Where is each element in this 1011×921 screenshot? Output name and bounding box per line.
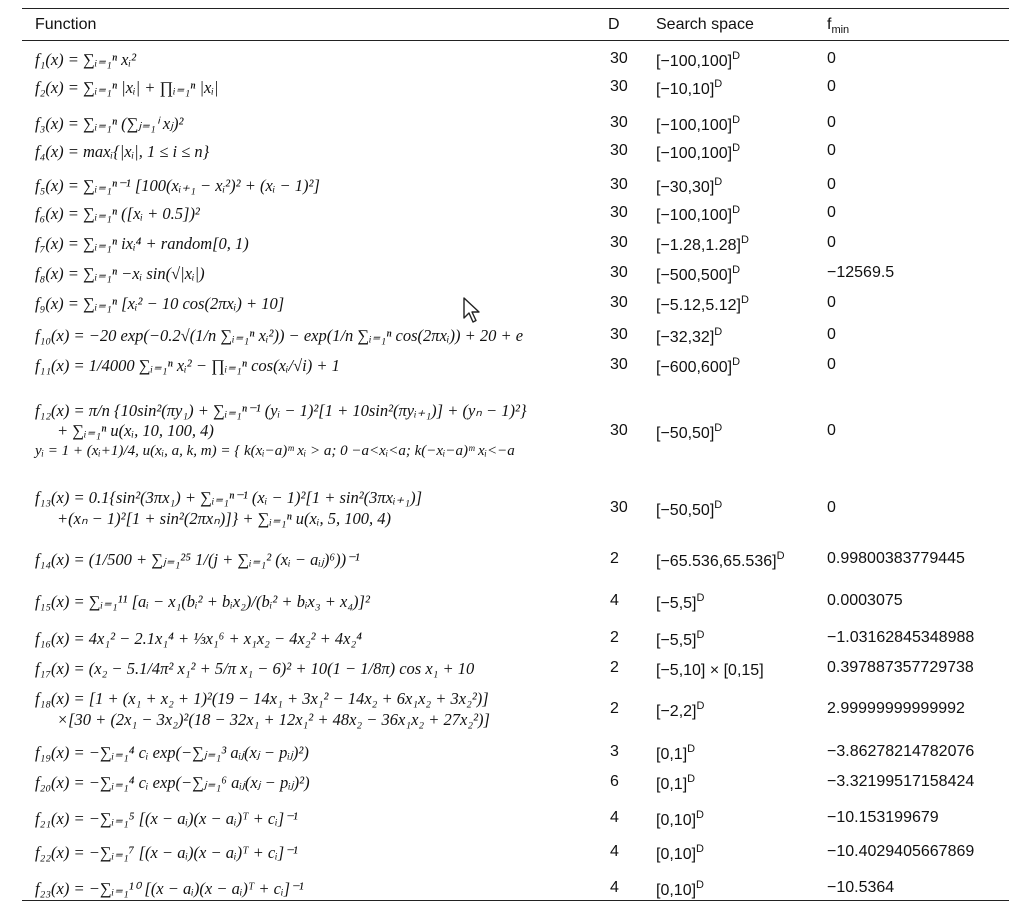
fmin-cell: 0: [827, 176, 836, 193]
search-space-dim-sup: D: [687, 743, 696, 755]
search-space-cell: [656, 743, 695, 764]
function-formula: [35, 264, 205, 285]
search-space-cell: [656, 78, 722, 99]
header-fmin: [827, 16, 849, 36]
table-row: [22, 770, 1009, 796]
formula-line: f₆(x) = ∑ᵢ₌₁ⁿ ([xᵢ + 0.5])²: [35, 203, 200, 223]
table-row: [22, 76, 1009, 100]
search-space-dim-sup: D: [732, 50, 741, 62]
search-space-range: [−5.12,5.12]: [656, 297, 741, 314]
header-function: Function: [35, 16, 97, 33]
formula-line: f₂(x) = ∑ᵢ₌₁ⁿ |xᵢ| + ∏ᵢ₌₁ⁿ |xᵢ|: [35, 77, 219, 97]
search-space-dim-sup: D: [732, 114, 741, 126]
search-space-range: [−1.28,1.28]: [656, 237, 741, 254]
search-space-dim-sup: D: [696, 629, 705, 641]
table-row: [22, 384, 1009, 480]
search-space-cell: [656, 499, 722, 520]
formula-line: f₂₀(x) = −∑ᵢ₌₁⁴ cᵢ exp(−∑ⱼ₌₁⁶ aᵢⱼ(xⱼ − pᵢⱼ)²): [35, 772, 310, 792]
fmin-cell: 0: [827, 499, 836, 516]
search-space-cell: [656, 592, 704, 613]
search-space-cell: [656, 422, 722, 443]
search-space-range: [−32,32]: [656, 329, 715, 346]
fmin-cell: 0: [827, 356, 836, 373]
search-space-cell: [656, 264, 740, 285]
dimension-cell: 4: [610, 809, 619, 826]
search-space-range: [0,1]: [656, 746, 688, 763]
search-space-cell: [656, 294, 749, 315]
table-row: [22, 626, 1009, 652]
search-space-cell: [656, 176, 722, 197]
fmin-cell: −10.153199679: [827, 809, 939, 826]
formula-line: f₁₉(x) = −∑ᵢ₌₁⁴ cᵢ exp(−∑ⱼ₌₁³ aᵢⱼ(xⱼ − pᵢⱼ)²): [35, 742, 309, 762]
search-space-cell: [656, 629, 704, 650]
formula-line-3: yᵢ = 1 + (xᵢ+1)/4, u(xᵢ, a, k, m) = { k(xᵢ−a)ᵐ xᵢ > a; 0 −a<xᵢ<a; k(−xᵢ−a)ᵐ xᵢ<−a: [35, 442, 515, 459]
search-space-dim-sup: D: [732, 264, 741, 276]
search-space-range: [−65.536,65.536]: [656, 553, 777, 570]
search-space-dim-sup: D: [696, 809, 704, 821]
fmin-cell: 0: [827, 50, 836, 67]
formula-line: f₁₂(x) = π/n {10sin²(πy₁) + ∑ᵢ₌₁ⁿ⁻¹ (yᵢ − 1)²[1 + 10sin²(πyᵢ₊₁)] + (yₙ − 1)²}: [35, 400, 527, 420]
dimension-cell: 4: [610, 879, 619, 896]
dimension-cell: 2: [610, 700, 619, 717]
fmin-cell: −3.32199517158424: [827, 773, 975, 790]
table-row: [22, 172, 1009, 200]
search-space-cell: [656, 700, 704, 721]
formula-line: f₁₇(x) = (x₂ − 5.1/4π² x₁² + 5/π x₁ − 6)² + 10(1 − 1/8π) cos x₁ + 10: [35, 658, 475, 678]
search-space-range: [−500,500]: [656, 267, 733, 284]
dimension-cell: 30: [610, 176, 628, 193]
search-space-range: [−5,5]: [656, 632, 697, 649]
search-space-cell: [656, 142, 740, 163]
function-formula: [35, 142, 209, 163]
function-formula: [35, 689, 490, 730]
search-space-range: [−10,10]: [656, 81, 715, 98]
search-space-cell: [656, 659, 764, 680]
table-row: [22, 804, 1009, 834]
formula-line: f₁₃(x) = 0.1{sin²(3πx₁) + ∑ᵢ₌₁ⁿ⁻¹ (xᵢ − 1)²[1 + sin²(3πxᵢ₊₁)]: [35, 488, 422, 507]
formula-line: f₅(x) = ∑ᵢ₌₁ⁿ⁻¹ [100(xᵢ₊₁ − xᵢ²)² + (xᵢ − 1)²]: [35, 175, 320, 195]
dimension-cell: 30: [610, 114, 628, 131]
formula-line: f₂₃(x) = −∑ᵢ₌₁¹⁰ [(x − aᵢ)(x − aᵢ)ᵀ + cᵢ]⁻¹: [35, 878, 304, 898]
search-space-cell: [656, 234, 749, 255]
search-space-dim-sup: D: [732, 204, 741, 216]
function-formula: [35, 488, 422, 529]
search-space-dim-sup: D: [687, 773, 696, 785]
table-row: [22, 740, 1009, 766]
fmin-cell: 0: [827, 204, 836, 221]
formula-line: f₁₈(x) = [1 + (x₁ + x₂ + 1)²(19 − 14x₁ + 3x₁² − 14x₂ + 6x₁x₂ + 3x₂²)]: [35, 689, 489, 708]
dimension-cell: 30: [610, 499, 628, 516]
search-space-cell: [656, 773, 695, 794]
search-space-dim-sup: D: [714, 78, 723, 90]
formula-line-2: + ∑ᵢ₌₁ⁿ u(xᵢ, 10, 100, 4): [57, 421, 214, 441]
function-formula: [35, 50, 136, 71]
search-space-range: [0,10]: [656, 882, 697, 899]
header-fmin-f: f: [827, 16, 832, 33]
table-row: [22, 262, 1009, 286]
dimension-cell: 6: [610, 773, 619, 790]
function-formula: [35, 204, 200, 225]
search-space-dim-sup: D: [696, 879, 704, 891]
dimension-cell: 30: [610, 50, 628, 67]
fmin-cell: 0: [827, 78, 836, 95]
dimension-cell: 2: [610, 629, 619, 646]
function-formula: [35, 401, 527, 461]
search-space-range: [0,10]: [656, 846, 697, 863]
search-space-cell: [656, 843, 704, 864]
table-row: [22, 484, 1009, 534]
formula-line: f₁₅(x) = ∑ᵢ₌₁¹¹ [aᵢ − x₁(bᵢ² + bᵢx₂)/(bᵢ² + bᵢx₃ + x₄)]²: [35, 591, 370, 611]
search-space-range: [−30,30]: [656, 179, 715, 196]
table-row: [22, 540, 1009, 580]
fmin-cell: −3.86278214782076: [827, 743, 975, 760]
fmin-cell: −1.03162845348988: [827, 629, 975, 646]
search-space-range: [−50,50]: [656, 425, 715, 442]
fmin-cell: 0.0003075: [827, 592, 903, 609]
formula-line: f₄(x) = maxᵢ{|xᵢ|, 1 ≤ i ≤ n}: [35, 141, 210, 161]
dimension-cell: 30: [610, 204, 628, 221]
fmin-cell: 2.99999999999992: [827, 700, 965, 717]
search-space-cell: [656, 326, 722, 347]
search-space-dim-sup: D: [776, 550, 785, 562]
search-space-dim-sup: D: [696, 700, 705, 712]
search-space-range: [−100,100]: [656, 117, 733, 134]
search-space-range: [−5,5]: [656, 595, 697, 612]
formula-line: f₁₁(x) = 1/4000 ∑ᵢ₌₁ⁿ xᵢ² − ∏ᵢ₌₁ⁿ cos(xᵢ/√i) + 1: [35, 355, 340, 375]
dimension-cell: 30: [610, 326, 628, 343]
search-space-dim-sup: D: [714, 422, 723, 434]
formula-line: f₁₆(x) = 4x₁² − 2.1x₁⁴ + ⅓x₁⁶ + x₁x₂ − 4x₂² + 4x₂⁴: [35, 628, 362, 648]
search-space-dim-sup: D: [732, 142, 741, 154]
function-formula: [35, 356, 340, 377]
function-formula: [35, 809, 298, 830]
table-row: [22, 48, 1009, 72]
header-fmin-sub: min: [831, 24, 850, 37]
fmin-cell: −12569.5: [827, 264, 895, 281]
formula-line: f₁₄(x) = (1/500 + ∑ⱼ₌₁²⁵ 1/(j + ∑ᵢ₌₁² (xᵢ − aᵢⱼ)⁶))⁻¹: [35, 549, 360, 569]
table-row: [22, 656, 1009, 682]
formula-line: f₁(x) = ∑ᵢ₌₁ⁿ xᵢ²: [35, 49, 137, 69]
dimension-cell: 2: [610, 550, 619, 567]
search-space-range: [−100,100]: [656, 207, 733, 224]
search-space-range: [−50,50]: [656, 502, 715, 519]
search-space-dim-sup: D: [696, 592, 705, 604]
table-row: [22, 292, 1009, 316]
formula-line: f₉(x) = ∑ᵢ₌₁ⁿ [xᵢ² − 10 cos(2πxᵢ) + 10]: [35, 293, 285, 313]
fmin-cell: 0: [827, 422, 836, 439]
search-space-cell: [656, 809, 704, 830]
dimension-cell: 4: [610, 843, 619, 860]
formula-line: f₈(x) = ∑ᵢ₌₁ⁿ −xᵢ sin(√|xᵢ|): [35, 263, 205, 283]
fmin-cell: −10.4029405667869: [827, 843, 975, 860]
search-space-dim-sup: D: [732, 356, 741, 368]
table-header: [22, 8, 1009, 40]
formula-line: f₂₁(x) = −∑ᵢ₌₁⁵ [(x − aᵢ)(x − aᵢ)ᵀ + cᵢ]⁻¹: [35, 808, 298, 828]
dimension-cell: 30: [610, 294, 628, 311]
function-formula: [35, 294, 284, 315]
bottom-rule: [22, 900, 1009, 901]
dimension-cell: 30: [610, 142, 628, 159]
fmin-cell: 0.99800383779445: [827, 550, 965, 567]
formula-line: f₇(x) = ∑ᵢ₌₁ⁿ ixᵢ⁴ + random[0, 1): [35, 233, 249, 253]
search-space-dim-sup: D: [740, 294, 749, 306]
search-space-range: [−5,10] × [0,15]: [656, 662, 764, 679]
function-formula: [35, 114, 183, 135]
dimension-cell: 30: [610, 356, 628, 373]
table-row: [22, 202, 1009, 226]
function-formula: [35, 743, 309, 764]
dimension-cell: 3: [610, 743, 619, 760]
dimension-cell: 4: [610, 592, 619, 609]
formula-line: f₁₀(x) = −20 exp(−0.2√(1/n ∑ᵢ₌₁ⁿ xᵢ²)) − exp(1/n ∑ᵢ₌₁ⁿ cos(2πxᵢ)) + 20 + e: [35, 325, 524, 345]
header-d: D: [608, 16, 620, 33]
dimension-cell: 30: [610, 78, 628, 95]
dimension-cell: 30: [610, 264, 628, 281]
search-space-dim-sup: D: [714, 499, 723, 511]
fmin-cell: 0: [827, 114, 836, 131]
search-space-cell: [656, 879, 704, 900]
function-formula: [35, 234, 249, 255]
table-row: [22, 838, 1009, 868]
dimension-cell: 2: [610, 659, 619, 676]
search-space-dim-sup: D: [740, 234, 749, 246]
search-space-range: [−100,100]: [656, 53, 733, 70]
search-space-dim-sup: D: [714, 326, 723, 338]
search-space-range: [−600,600]: [656, 359, 733, 376]
search-space-cell: [656, 356, 740, 377]
search-space-cell: [656, 114, 740, 135]
fmin-cell: 0: [827, 142, 836, 159]
search-space-range: [0,10]: [656, 812, 697, 829]
fmin-cell: 0: [827, 234, 836, 251]
dimension-cell: 30: [610, 422, 628, 439]
search-space-dim-sup: D: [714, 176, 723, 188]
fmin-cell: 0: [827, 326, 836, 343]
function-formula: [35, 592, 370, 613]
search-space-cell: [656, 50, 740, 71]
fmin-cell: 0.397887357729738: [827, 659, 974, 676]
table-row: [22, 688, 1009, 732]
search-space-range: [−2,2]: [656, 703, 697, 720]
function-formula: [35, 176, 320, 197]
search-space-cell: [656, 204, 740, 225]
table-row: [22, 140, 1009, 164]
search-space-dim-sup: D: [696, 843, 704, 855]
dimension-cell: 30: [610, 234, 628, 251]
search-space-range: [0,1]: [656, 776, 688, 793]
mouse-cursor-icon: [462, 296, 484, 326]
formula-line-2: +(xₙ − 1)²[1 + sin²(2πxₙ)]} + ∑ᵢ₌₁ⁿ u(xᵢ, 5, 100, 4): [57, 508, 391, 528]
function-formula: [35, 78, 219, 99]
function-formula: [35, 629, 362, 650]
function-formula: [35, 773, 310, 794]
fmin-cell: −10.5364: [827, 879, 895, 896]
formula-line: f₂₂(x) = −∑ᵢ₌₁⁷ [(x − aᵢ)(x − aᵢ)ᵀ + cᵢ]⁻¹: [35, 842, 298, 862]
function-formula: [35, 326, 523, 347]
function-formula: [35, 550, 360, 571]
table-row: [22, 110, 1009, 138]
function-formula: [35, 843, 298, 864]
search-space-range: [−100,100]: [656, 145, 733, 162]
search-space-cell: [656, 550, 785, 571]
formula-line-2: ×[30 + (2x₁ − 3x₂)²(18 − 32x₁ + 12x₁² + 48x₂ − 36x₁x₂ + 27x₂²)]: [57, 709, 490, 729]
function-formula: [35, 879, 304, 900]
table-row: [22, 232, 1009, 256]
table-row: [22, 322, 1009, 350]
header-rule: [22, 40, 1009, 41]
header-search-space: Search space: [656, 16, 754, 33]
function-formula: [35, 659, 474, 680]
table-row: [22, 584, 1009, 620]
formula-line: f₃(x) = ∑ᵢ₌₁ⁿ (∑ⱼ₌₁ⁱ xⱼ)²: [35, 113, 184, 133]
fmin-cell: 0: [827, 294, 836, 311]
table-row: [22, 352, 1009, 380]
